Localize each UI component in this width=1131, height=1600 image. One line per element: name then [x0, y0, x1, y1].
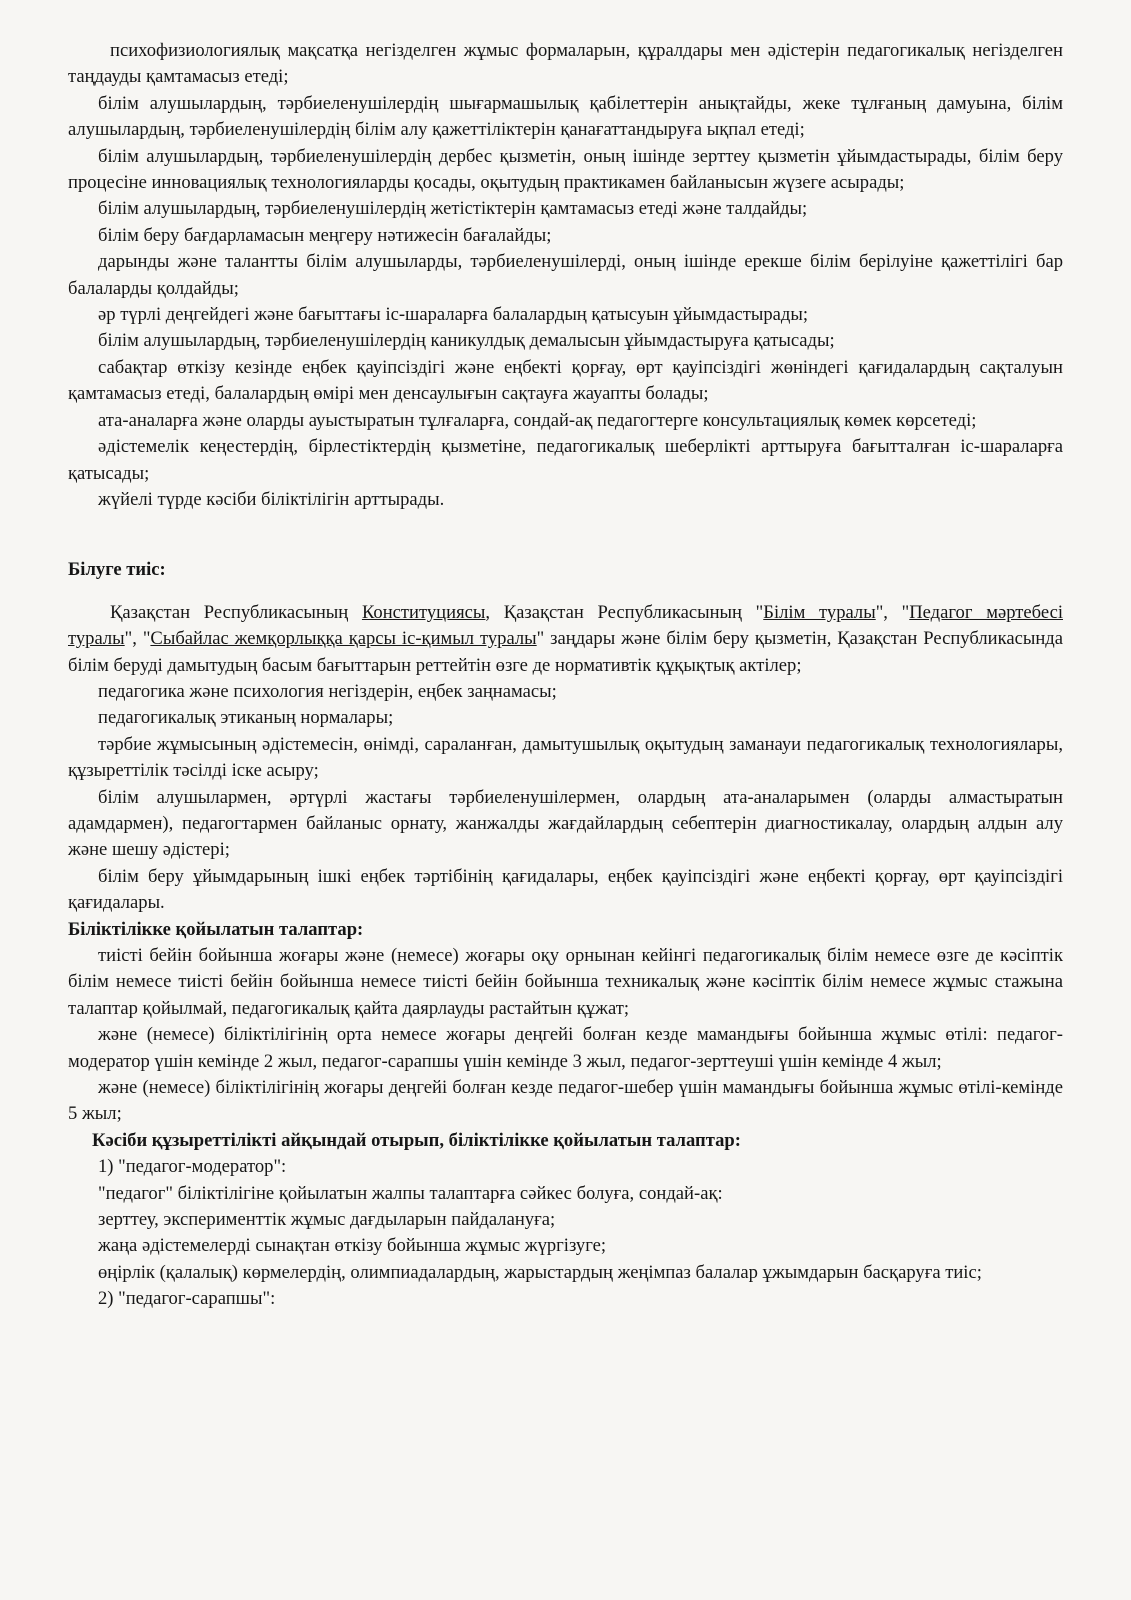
duty-paragraph: білім алушылардың, тәрбиеленушілердің жетістіктерін қамтамасыз етеді және талдайды; [98, 198, 808, 220]
laws-text-post: " заңдары және білім беру қызметін, Қазақстан Республикасында білім беруді дамытудың басым бағыттарын реттейтін өзге де нормативтік құқықтық актілер; [68, 628, 1063, 676]
duty-paragraph: психофизиологиялық мақсатқа негізделген жұмыс формаларын, құралдары мен әдістерін педагогикалық негізделген таңдауды қамтамасыз етеді; [68, 40, 1063, 88]
laws-text-mid: ", " [875, 601, 910, 623]
duty-paragraph: ата-аналарға және оларды ауыстыратын тұлғаларға, сондай-ақ педагогтерге консультациялық көмек көрсетеді; [98, 409, 977, 431]
qualification-requirements-heading: Біліктілікке қойылатын талаптар: [68, 918, 364, 940]
duty-paragraph: жүйелі түрде кәсіби біліктілігін арттырады. [98, 488, 445, 510]
duty-paragraph: білім беру бағдарламасын меңгеру нәтижесін бағалайды; [98, 224, 552, 246]
competency-paragraph: 1) "педагог-модератор": [98, 1156, 287, 1178]
laws-paragraph [68, 600, 1063, 679]
requirement-paragraph: және (немесе) біліктілігінің орта немесе жоғары деңгейі болған кезде мамандығы бойынша жұмыс өтілі: педагог-модератор үшін кемінде 2 жыл, педагог-сарапшы үшін кемінде 3 жыл, педагог-зерттеуші үшін кемінде 4 жыл; [68, 1024, 1063, 1072]
competency-section [68, 1154, 1063, 1312]
qualification-section [68, 943, 1063, 1128]
laws-text-mid: , Қазақстан Республикасының " [485, 601, 764, 623]
knowledge-paragraph: педагогика және психология негіздерін, еңбек заңнамасы; [98, 680, 557, 702]
competency-paragraph: зерттеу, эксперименттік жұмыс дағдыларын пайдалануға; [98, 1209, 556, 1231]
knowledge-paragraph: білім алушылармен, әртүрлі жастағы тәрбиеленушілермен, олардың ата-аналарымен (оларды алмастыратын адамдармен), педагогтармен байланыс орнату, жанжалды жағдайлардың себептерін диагностикалау, олардың алдын алу және шешу әдістері; [68, 786, 1063, 861]
duty-paragraph: білім алушылардың, тәрбиеленушілердің шығармашылық қабілеттерін анықтайды, жеке тұлғаның дамуына, білім алушылардың, тәрбиеленушілердің білім алу қажеттіліктерін қанағаттандыруға ықпал етеді; [68, 92, 1063, 141]
competency-paragraph: өңірлік (қалалық) көрмелердің, олимпиадалардың, жарыстардың жеңімпаз балалар ұжымдарын басқаруға тиіс; [98, 1261, 982, 1283]
duties-section [68, 38, 1063, 513]
duty-paragraph: сабақтар өткізу кезінде еңбек қауіпсіздігі және еңбекті қорғау, өрт қауіпсіздігі жөніндегі қағидалардың сақталуын қамтамасыз етеді, балалардың өмірі мен денсаулығын сақтауға жауапты болады; [68, 356, 1063, 405]
duty-paragraph: әр түрлі деңгейдегі және бағыттағы іс-шараларға балалардың қатысуын ұйымдастырады; [98, 304, 808, 326]
constitution-link[interactable]: Конституциясы [361, 601, 486, 623]
duty-paragraph: дарынды және талантты білім алушыларды, тәрбиеленушілерді, оның ішінде ерекше білім берілуіне қажеттілігі бар балаларды қолдайды; [68, 251, 1063, 299]
anti-corruption-law-link[interactable]: Сыбайлас жемқорлыққа қарсы іс-қимыл туралы [150, 628, 537, 650]
duty-paragraph: білім алушылардың, тәрбиеленушілердің дербес қызметін, оның ішінде зерттеу қызметін ұйымдастырады, білім беру процесіне инновациялық технологияларды қосады, оқытудың практикамен байланысын жүзеге асырады; [68, 145, 1063, 194]
must-know-heading: Білуге тиіс: [68, 559, 166, 581]
must-know-section [68, 600, 1063, 917]
competency-paragraph: "педагог" біліктілігіне қойылатын жалпы талаптарға сәйкес болуға, сондай-ақ: [98, 1182, 723, 1204]
duty-paragraph: білім алушылардың, тәрбиеленушілердің каникулдық демалысын ұйымдастыруға қатысады; [98, 330, 835, 352]
competency-paragraph: жаңа әдістемелерді сынақтан өткізу бойынша жұмыс жүргізуге; [98, 1235, 607, 1257]
laws-text-pre: Қазақстан Республикасының [110, 601, 362, 623]
competency-requirements-heading: Кәсіби құзыреттілікті айқындай отырып, біліктілікке қойылатын талаптар: [92, 1129, 741, 1151]
laws-text-mid: ", " [124, 628, 151, 650]
knowledge-paragraph: тәрбие жұмысының әдістемесін, өнімді, сараланған, дамытушылық оқытудың заманауи педагогикалық технологиялары, құзыреттілік тәсілді іске асыру; [68, 733, 1063, 782]
requirement-paragraph: тиісті бейін бойынша жоғары және (немесе) жоғары оқу орнынан кейінгі педагогикалық білім немесе өзге де кәсіптік білім немесе тиісті бейін бойынша немесе тиісті бейін бойынша техникалық және кәсіптік білім немесе жұмыс стажына талаптар қойылмай, педагогикалық қайта даярлауды растайтын құжат; [68, 945, 1063, 1019]
competency-paragraph: 2) "педагог-сарапшы": [98, 1288, 276, 1310]
knowledge-paragraph: білім беру ұйымдарының ішкі еңбек тәртібінің қағидалары, еңбек қауіпсіздігі және еңбекті қорғау, өрт қауіпсіздігі қағидалары. [68, 865, 1063, 914]
knowledge-paragraph: педагогикалық этиканың нормалары; [98, 707, 394, 729]
duty-paragraph: әдістемелік кеңестердің, бірлестіктердің қызметіне, педагогикалық шеберлікті арттыруға бағытталған іс-шараларға қатысады; [68, 436, 1063, 484]
teacher-status-law-link[interactable]: Педагог мәртебесі туралы [68, 601, 1063, 650]
requirement-paragraph: және (немесе) біліктілігінің жоғары деңгейі болған кезде педагог-шебер үшін мамандығы бойынша жұмыс өтілі-кемінде 5 жыл; [68, 1077, 1063, 1125]
education-law-link[interactable]: Білім туралы [763, 601, 876, 623]
